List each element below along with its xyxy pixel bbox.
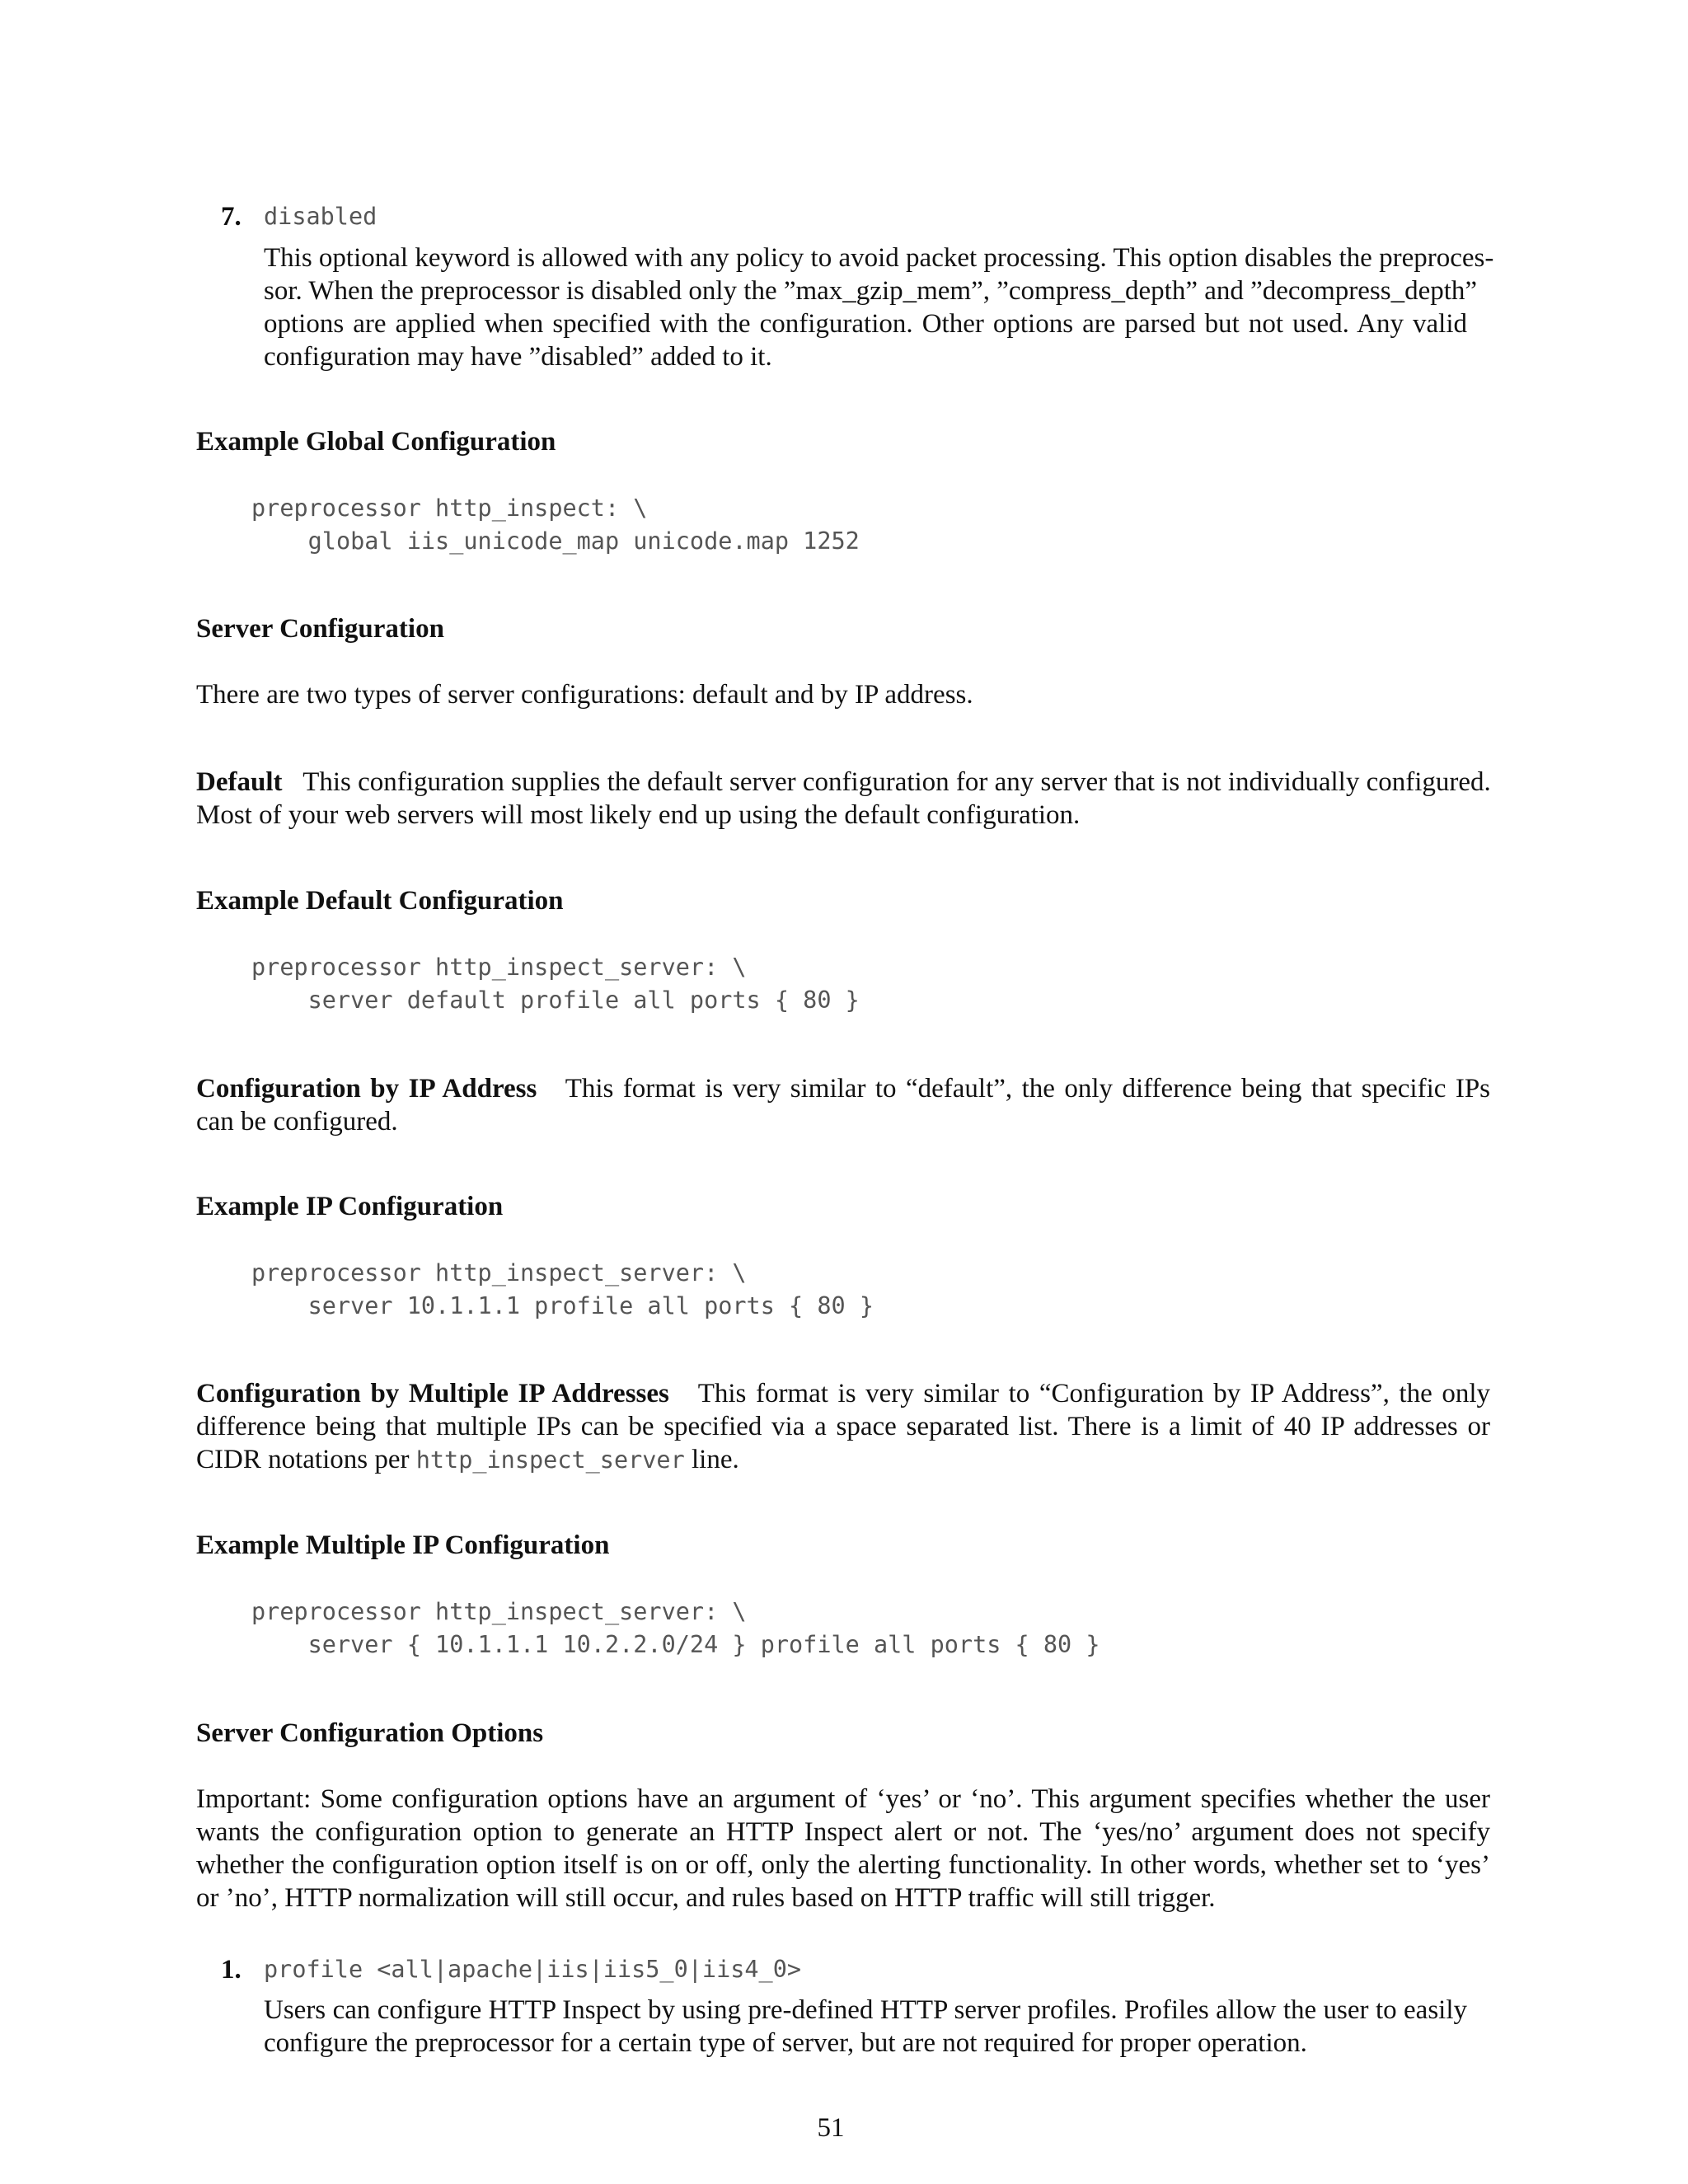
server-options-line-3: whether the configuration option itself is on or off, only the alerting functionality. In other words, whether set to ‘yes’: [196, 1850, 1490, 1880]
item-7-description: [264, 241, 1494, 373]
default-paragraph: [196, 766, 1490, 832]
code-line: preprocessor http_inspect_server: \: [251, 954, 747, 981]
item-7-keyword: disabled: [264, 203, 377, 230]
server-options-line-4: or ’no’, HTTP normalization will still occur, and rules based on HTTP traffic will still trigger.: [196, 1883, 1216, 1913]
by-ip-line-1-text: This format is very similar to “default”, the only difference being that specific IPs: [565, 1074, 1491, 1104]
item-7-number: 7.: [221, 202, 241, 232]
by-multi-ip-line-1-text: This format is very similar to “Configuration by IP Address”, the only: [697, 1379, 1491, 1408]
example-global-heading: Example Global Configuration: [196, 427, 556, 457]
example-default-code-block: [251, 951, 860, 1017]
by-multi-ip-paragraph: [196, 1377, 1490, 1476]
by-ip-line-2: can be configured.: [196, 1107, 398, 1137]
by-multi-ip-line-3: [196, 1443, 1490, 1476]
item-7-line-3: options are applied when specified with the configuration. Other options are parsed but not used. Any valid: [264, 309, 1467, 339]
example-multi-ip-heading: Example Multiple IP Configuration: [196, 1530, 610, 1560]
item-1-line-2: configure the preprocessor for a certain type of server, but are not required for proper operation.: [264, 2028, 1307, 2058]
item-7-line-1: This optional keyword is allowed with any policy to avoid packet processing. This option disables the preproces-: [264, 243, 1494, 273]
default-line-2: Most of your web servers will most likely end up using the default configuration.: [196, 800, 1081, 830]
code-line: preprocessor http_inspect: \: [251, 494, 648, 522]
example-default-heading: Example Default Configuration: [196, 886, 564, 916]
server-options-line-2: wants the configuration option to generate an HTTP Inspect alert or not. The ‘yes/no’ argument does not specify: [196, 1817, 1490, 1847]
server-options-line-1: Important: Some configuration options have an argument of ‘yes’ or ‘no’. This argument specifies whether the user: [196, 1784, 1490, 1814]
server-options-paragraph: [196, 1783, 1490, 1915]
code-line: global iis_unicode_map unicode.map 1252: [251, 527, 860, 555]
item-1-description: [264, 1994, 1467, 2060]
server-configuration-heading: Server Configuration: [196, 614, 444, 644]
item-1-keyword: profile <all|apache|iis|iis5_0|iis4_0>: [264, 1956, 802, 1983]
item-1-number: 1.: [221, 1955, 241, 1985]
example-ip-heading: Example IP Configuration: [196, 1192, 504, 1221]
code-line: preprocessor http_inspect_server: \: [251, 1598, 747, 1625]
page-number: 51: [817, 2113, 845, 2143]
by-ip-paragraph: [196, 1072, 1490, 1138]
example-global-code-block: [251, 492, 860, 558]
code-line: server default profile all ports { 80 }: [251, 987, 860, 1014]
http-inspect-server-code: http_inspect_server: [415, 1446, 685, 1474]
default-line-1-text: This configuration supplies the default server configuration for any server that is not individually configured.: [302, 767, 1491, 797]
item-7-line-2: sor. When the preprocessor is disabled only the ”max_gzip_mem”, ”compress_depth” and ”decompress_depth”: [264, 276, 1478, 306]
item-7-line-4: configuration may have ”disabled” added to it.: [264, 342, 772, 372]
example-ip-code-block: [251, 1257, 874, 1323]
example-multi-ip-code-block: [251, 1596, 1100, 1661]
code-line: preprocessor http_inspect_server: \: [251, 1259, 747, 1286]
code-line: server 10.1.1.1 profile all ports { 80 }: [251, 1292, 874, 1319]
by-multi-ip-line-3-pre: CIDR notations per: [196, 1445, 416, 1474]
default-line-1: [196, 766, 1490, 799]
server-configuration-text: There are two types of server configurations: default and by IP address.: [196, 680, 973, 710]
by-multi-ip-line-3-post: line.: [684, 1445, 739, 1474]
by-multi-ip-line-2: difference being that multiple IPs can be specified via a space separated list. There is a limit of 40 IP addresses or: [196, 1412, 1490, 1441]
by-multi-ip-line-1: [196, 1377, 1490, 1410]
default-label: Default: [196, 767, 283, 797]
by-ip-label: Configuration by IP Address: [196, 1074, 537, 1104]
by-ip-line-1: [196, 1072, 1490, 1105]
code-line: server { 10.1.1.1 10.2.2.0/24 } profile all ports { 80 }: [251, 1631, 1100, 1658]
server-options-heading: Server Configuration Options: [196, 1718, 544, 1748]
by-multi-ip-label: Configuration by Multiple IP Addresses: [196, 1379, 669, 1408]
item-1-line-1: Users can configure HTTP Inspect by using pre-defined HTTP server profiles. Profiles allow the user to easily: [264, 1995, 1467, 2025]
